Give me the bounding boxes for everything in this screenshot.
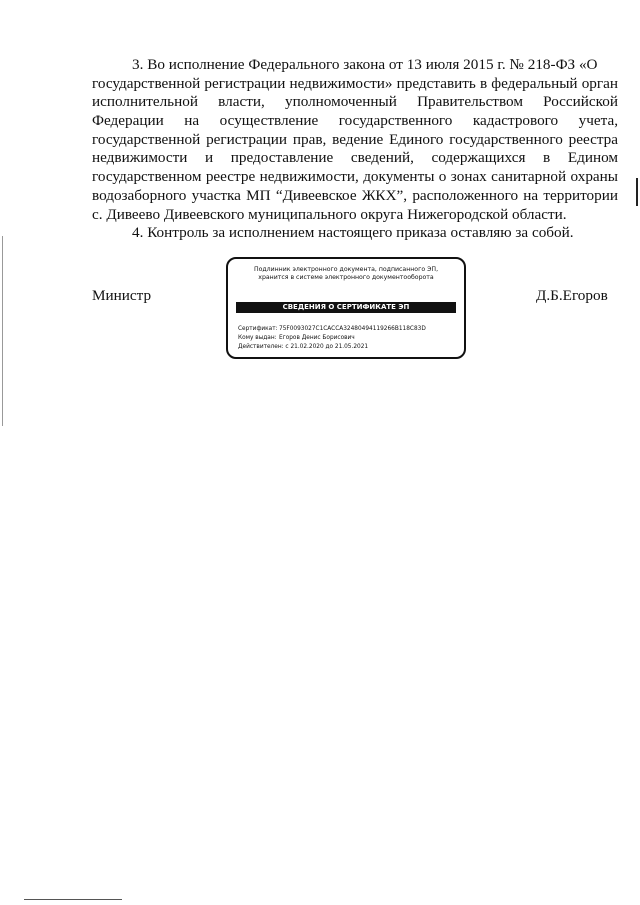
signer-name: Д.Б.Егоров: [536, 287, 608, 304]
valid-label: Действителен:: [238, 343, 284, 350]
p3-line-2: государственной регистрации недвижимости» представить в федеральный орган: [92, 74, 618, 92]
p3-line-7: государственном реестре недвижимости, документы о зонах санитарной охраны: [92, 168, 618, 186]
valid-value: с 21.02.2020 до 21.05.2021: [285, 343, 369, 350]
p3-line-6: недвижимости и предоставление сведений, содержащихся в Едином: [92, 149, 618, 167]
p3-line-1: 3. Во исполнение Федерального закона от 13 июля 2015 г. № 218-ФЗ «О: [132, 56, 598, 73]
electronic-signature-stamp: [226, 257, 466, 359]
stamp-cert-row: [238, 325, 426, 334]
document-body: [92, 56, 618, 243]
footer-rule: [24, 899, 122, 900]
stamp-header-line-2: хранится в системе электронного документооборота: [258, 274, 434, 281]
p3-line-5: государственной регистрации прав, ведение Единого государственного реестра: [92, 130, 618, 148]
p3-line-8: водозаборного участка МП “Дивеевское ЖКХ”, расположенного на территории: [92, 186, 618, 204]
paragraph-4: 4. Контроль за исполнением настоящего приказа оставляю за собой.: [132, 224, 574, 242]
stamp-valid-row: [238, 343, 426, 352]
stamp-header-line-1: Подлинник электронного документа, подписанного ЭП,: [253, 266, 439, 273]
issued-label: Кому выдан:: [238, 334, 277, 341]
cert-label: Сертификат:: [238, 326, 278, 332]
signer-position: Министр: [92, 287, 152, 304]
p3-line-3: исполнительной власти, уполномоченный Правительством Российской: [92, 93, 618, 111]
p3-line-4: Федерации на осуществление государственного кадастрового учета,: [92, 112, 618, 130]
stamp-issued-row: [238, 334, 426, 343]
scan-edge-mark-right: [636, 178, 638, 206]
scan-edge-mark-left: [2, 236, 3, 426]
cert-value: 75F0093027C1CACCA32480494119266B118C83D: [279, 326, 426, 332]
p3-line-9: с. Дивеево Дивеевского муниципального округа Нижегородской области.: [92, 205, 567, 223]
issued-value: Егоров Денис Борисович: [279, 334, 355, 341]
stamp-title-bar: СВЕДЕНИЯ О СЕРТИФИКАТЕ ЭП: [236, 302, 456, 313]
stamp-certificate-info: [238, 325, 426, 351]
stamp-header: [228, 266, 464, 282]
